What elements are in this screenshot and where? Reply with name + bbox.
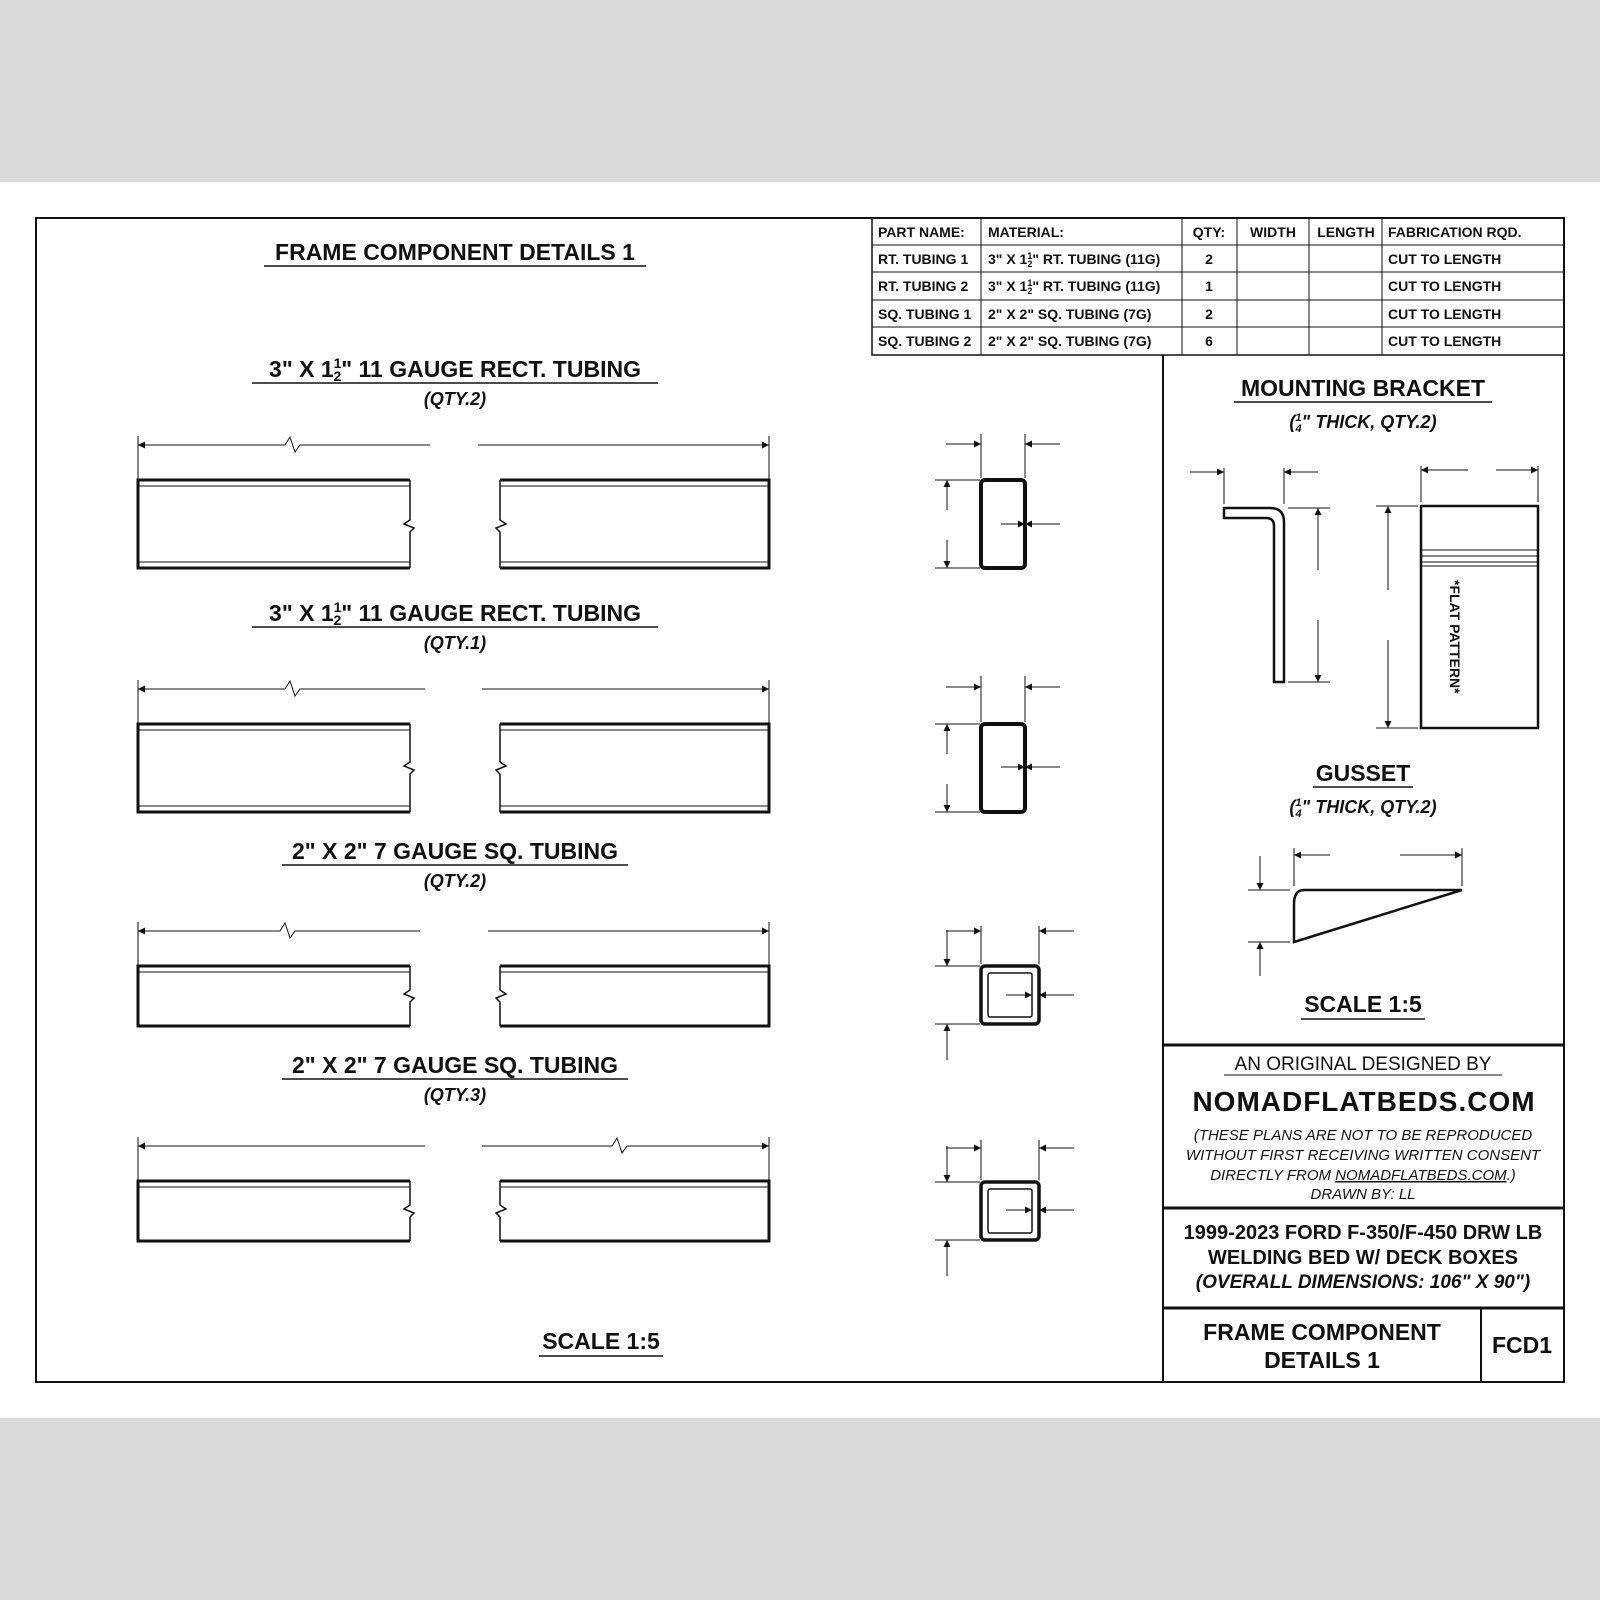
header-part-name: PART NAME: <box>878 224 965 240</box>
table-row <box>878 251 1501 269</box>
component-sq-tubing-1 <box>138 838 1074 1060</box>
header-fabrication: FABRICATION RQD. <box>1388 224 1522 240</box>
drawing-canvas <box>0 182 1600 1418</box>
mounting-bracket-title: MOUNTING BRACKET <box>1240 375 1486 401</box>
cell-material: 3" X $1^1$ 2" RT. TUBING (11G) <box>988 278 1161 296</box>
header-length: LENGTH <box>1317 224 1375 240</box>
header-material: MATERIAL: <box>988 224 1064 240</box>
drawing-sheet <box>0 182 1600 1418</box>
project-line: 1999-2023 FORD F-350/F-450 DRW LB <box>1183 1222 1543 1244</box>
table-row <box>878 333 1501 349</box>
component-title: 3" X $1^1$ 2" 11 GAUGE RECT. TUBING <box>269 355 641 384</box>
cell-part: RT. TUBING 2 <box>878 278 969 294</box>
cell-part: SQ. TUBING 1 <box>878 306 972 322</box>
credit-block <box>1163 1045 1564 1203</box>
component-rect-tubing-2 <box>138 599 1060 812</box>
mounting-bracket-detail <box>1190 375 1538 728</box>
gusset-detail <box>1248 760 1462 1019</box>
cell-part: SQ. TUBING 2 <box>878 333 972 349</box>
component-qty: (QTY.2) <box>423 871 487 891</box>
component-title: 3" X $1^1$ 2" 11 GAUGE RECT. TUBING <box>269 599 641 628</box>
component-rect-tubing-1 <box>138 355 1060 568</box>
header-width: WIDTH <box>1250 224 1296 240</box>
component-qty: (QTY.1) <box>423 633 487 653</box>
component-title: 2" X 2" 7 GAUGE SQ. TUBING <box>292 838 618 864</box>
parts-table <box>872 218 1564 355</box>
drawn-by: DRAWN BY: LL <box>1310 1186 1416 1203</box>
scale-label: SCALE 1:5 <box>1304 991 1422 1017</box>
mounting-bracket-note: ($^1$ 4" THICK, QTY.2) <box>1289 412 1437 435</box>
project-line: WELDING BED W/ DECK BOXES <box>1207 1247 1519 1269</box>
cell-fabrication: CUT TO LENGTH <box>1388 333 1502 349</box>
cell-qty: 6 <box>1205 333 1213 349</box>
sheet-number: FCD1 <box>1491 1332 1553 1358</box>
drawing-title: FRAME COMPONENT <box>1203 1319 1441 1345</box>
component-sq-tubing-2 <box>138 1052 1074 1276</box>
project-dimensions: (OVERALL DIMENSIONS: 106" X 90") <box>1195 1272 1531 1293</box>
project-block <box>1163 1208 1564 1293</box>
table-row <box>878 306 1501 322</box>
component-title: 2" X 2" 7 GAUGE SQ. TUBING <box>292 1052 618 1078</box>
disclaimer-line: (THESE PLANS ARE NOT TO BE REPRODUCED <box>1193 1127 1533 1144</box>
disclaimer-line: DIRECTLY FROM NOMADFLATBEDS.COM.) <box>1210 1167 1516 1184</box>
header-qty: QTY: <box>1192 224 1226 240</box>
cell-qty: 1 <box>1205 278 1213 294</box>
title-block <box>1163 1308 1564 1382</box>
drawing-title: DETAILS 1 <box>1264 1347 1380 1373</box>
scale-label: SCALE 1:5 <box>542 1328 660 1354</box>
flat-pattern-label: *FLAT PATTERN* <box>1447 580 1463 694</box>
component-qty: (QTY.3) <box>423 1085 487 1105</box>
disclaimer-line: WITHOUT FIRST RECEIVING WRITTEN CONSENT <box>1185 1147 1541 1164</box>
gusset-title: GUSSET <box>1315 760 1411 786</box>
credit-line: AN ORIGINAL DESIGNED BY <box>1234 1054 1492 1075</box>
cell-material: 2" X 2" SQ. TUBING (7G) <box>988 333 1152 349</box>
cell-material: 3" X $1^1$ 2" RT. TUBING (11G) <box>988 251 1161 269</box>
table-row <box>878 278 1501 296</box>
gusset-note: ($^1$ 4" THICK, QTY.2) <box>1289 797 1437 820</box>
cell-fabrication: CUT TO LENGTH <box>1388 306 1502 322</box>
cell-material: 2" X 2" SQ. TUBING (7G) <box>988 306 1152 322</box>
component-qty: (QTY.2) <box>423 389 487 409</box>
brand-link: NOMADFLATBEDS.COM <box>1335 1167 1507 1184</box>
cell-qty: 2 <box>1205 251 1213 267</box>
cell-qty: 2 <box>1205 306 1213 322</box>
sheet-title: FRAME COMPONENT DETAILS 1 <box>275 239 635 265</box>
cell-fabrication: CUT TO LENGTH <box>1388 251 1502 267</box>
brand-name: NOMADFLATBEDS.COM <box>1192 1086 1536 1117</box>
cell-fabrication: CUT TO LENGTH <box>1388 278 1502 294</box>
cell-part: RT. TUBING 1 <box>878 251 969 267</box>
